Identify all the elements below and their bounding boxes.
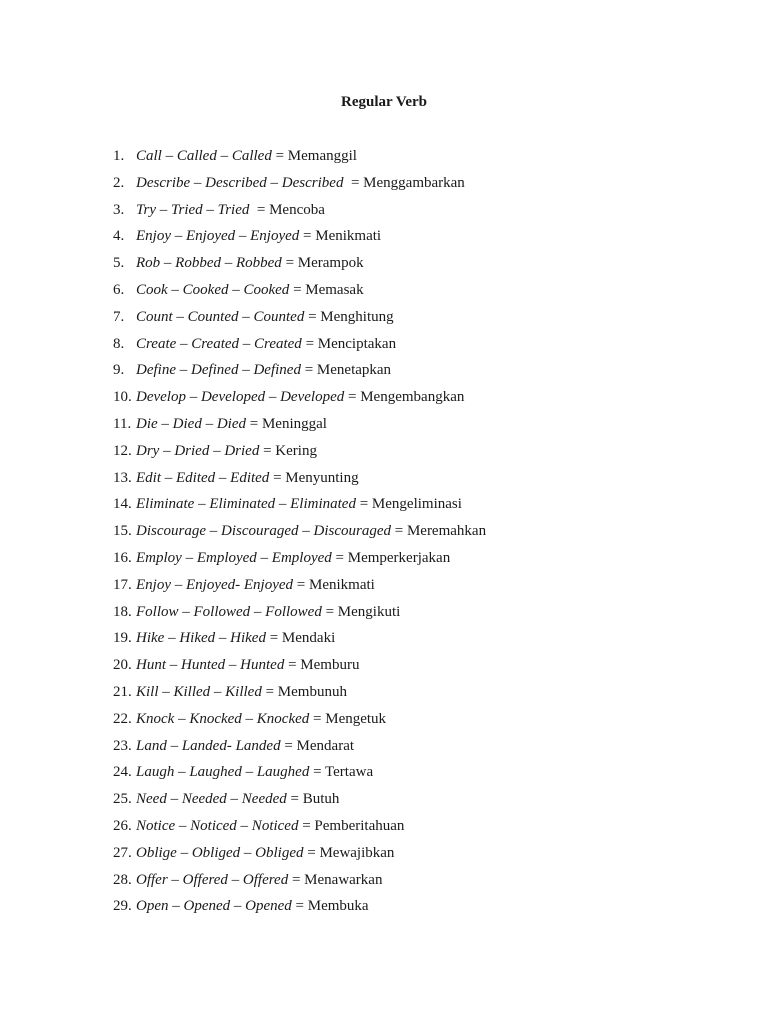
list-item [0,253,768,280]
verb-forms: Rob – Robbed – Robbed [136,255,282,272]
list-item-number: 5. [113,255,125,272]
verb-forms: Follow – Followed – Followed [136,603,322,620]
list-item-number: 8. [113,335,125,352]
verb-forms: Describe – Described – Described [136,174,344,191]
list-item-number: 29. [113,898,132,915]
list-item-text [136,253,364,273]
list-item [0,870,768,897]
list-item-text [136,602,400,622]
verb-forms: Notice – Noticed – Noticed [136,817,299,834]
verb-forms: Enjoy – Enjoyed- Enjoyed [136,576,294,593]
document-title: Regular Verb [341,94,427,110]
list-item-text [136,736,354,756]
list-item-text [136,414,327,434]
list-item-number: 6. [113,281,125,298]
verb-forms: Need – Needed – Needed [136,791,287,808]
verb-list [0,146,768,923]
verb-meaning: = Menetapkan [300,362,392,379]
list-item-number: 17. [113,576,132,593]
verb-forms: Knock – Knocked – Knocked [136,710,310,727]
list-item-text [136,494,462,514]
list-item-text [136,200,325,220]
verb-meaning: = Mencoba [249,201,325,218]
verb-forms: Call – Called – Called [136,148,272,164]
verb-forms: Die – Died – Died [136,415,246,432]
list-item-text [136,682,347,702]
verb-forms: Discourage – Discouraged – Discouraged [136,523,391,540]
list-item-text [136,548,450,568]
list-item-number: 15. [113,523,132,540]
list-item-text [136,307,394,327]
list-item-number: 27. [113,844,132,861]
list-item-text [136,655,359,675]
verb-meaning: = Mengeliminasi [355,496,462,513]
verb-forms: Eliminate – Eliminated – Eliminated [136,496,356,513]
list-item-number: 14. [113,496,132,513]
list-item-number: 10. [113,389,132,406]
list-item-number: 12. [113,442,132,459]
list-item-text [136,146,357,166]
verb-forms: Count – Counted – Counted [136,308,305,325]
list-item-number: 1. [113,148,125,164]
list-item-number: 25. [113,791,132,808]
list-item [0,736,768,763]
verb-forms: Develop – Developed – Developed [136,389,345,406]
list-item-text [136,280,364,300]
list-item [0,762,768,789]
verb-meaning: = Menciptakan [301,335,397,352]
verb-forms: Edit – Edited – Edited [136,469,270,486]
verb-forms: Offer – Offered – Offered [136,871,289,888]
list-item-number: 16. [113,549,132,566]
list-item-text [136,762,373,782]
verb-meaning: = Memanggil [271,148,357,164]
verb-meaning: = Menghitung [304,308,394,325]
list-item [0,280,768,307]
verb-meaning: = Mendarat [280,737,355,754]
list-item-text [136,226,381,246]
list-item [0,334,768,361]
list-item [0,548,768,575]
list-item-number: 11. [113,415,132,432]
verb-forms: Cook – Cooked – Cooked [136,281,290,298]
verb-meaning: = Pemberitahuan [298,817,405,834]
list-item-text [136,468,359,488]
list-item [0,575,768,602]
list-item-text [136,709,386,729]
list-item-number: 28. [113,871,132,888]
list-item-text [136,575,375,595]
list-item [0,789,768,816]
verb-meaning: = Tertawa [309,764,374,781]
verb-meaning: = Mewajibkan [303,844,395,861]
verb-meaning: = Meninggal [245,415,327,432]
list-item-number: 18. [113,603,132,620]
list-item-text [136,360,391,380]
verb-meaning: = Memasak [289,281,364,298]
list-item-text [136,789,339,809]
list-item [0,521,768,548]
verb-meaning: = Menggambarkan [343,174,465,191]
verb-meaning: = Mengembangkan [344,389,465,406]
verb-forms: Land – Landed- Landed [136,737,281,754]
list-item-number: 9. [113,362,125,379]
list-item-text [136,843,394,863]
verb-meaning: = Meremahkan [390,523,487,540]
verb-meaning: = Memperkerjakan [331,549,451,566]
list-item-number: 22. [113,710,132,727]
list-item-number: 19. [113,630,132,647]
list-item-number: 3. [113,201,125,218]
list-item-text [136,173,465,193]
list-item [0,709,768,736]
verb-forms: Kill – Killed – Killed [136,683,262,700]
list-item-number: 26. [113,817,132,834]
list-item [0,173,768,200]
list-item-text [136,870,382,890]
list-item [0,843,768,870]
list-item [0,441,768,468]
list-item-number: 21. [113,683,132,700]
list-item [0,360,768,387]
list-item-text [136,896,369,916]
list-item-number: 23. [113,737,132,754]
verb-forms: Define – Defined – Defined [136,362,301,379]
verb-meaning: = Mengikuti [321,603,401,620]
verb-meaning: = Kering [259,442,317,459]
verb-meaning: = Membunuh [261,683,347,700]
verb-meaning: = Membuka [291,898,369,915]
list-item [0,494,768,521]
verb-forms: Laugh – Laughed – Laughed [136,764,310,781]
verb-meaning: = Mendaki [265,630,336,647]
verb-meaning: = Menyunting [269,469,359,486]
verb-meaning: = Mengetuk [309,710,387,727]
verb-forms: Oblige – Obliged – Obliged [136,844,304,861]
list-item [0,146,768,173]
list-item-number: 4. [113,228,125,245]
list-item-text [136,387,464,407]
list-item-text [136,441,317,461]
verb-forms: Open – Opened – Opened [136,898,292,915]
verb-forms: Enjoy – Enjoyed – Enjoyed [136,228,300,245]
list-item-number: 7. [113,308,125,325]
verb-meaning: = Merampok [281,255,364,272]
verb-forms: Try – Tried – Tried [136,201,250,218]
list-item [0,682,768,709]
verb-forms: Create – Created – Created [136,335,302,352]
list-item [0,200,768,227]
list-item-text [136,521,486,541]
list-item [0,628,768,655]
verb-forms: Hike – Hiked – Hiked [136,630,266,647]
list-item [0,816,768,843]
verb-meaning: = Butuh [286,791,340,808]
list-item [0,602,768,629]
list-item [0,226,768,253]
verb-forms: Employ – Employed – Employed [136,549,332,566]
list-item-text [136,816,404,836]
list-item [0,387,768,414]
list-item-number: 24. [113,764,132,781]
verb-meaning: = Menawarkan [288,871,383,888]
verb-meaning: = Menikmati [299,228,382,245]
list-item-number: 20. [113,657,132,674]
verb-meaning: = Memburu [284,657,360,674]
verb-forms: Hunt – Hunted – Hunted [136,657,285,674]
list-item-number: 2. [113,174,125,191]
verb-forms: Dry – Dried – Dried [136,442,260,459]
list-item [0,896,768,923]
list-item [0,414,768,441]
list-item-number: 13. [113,469,132,486]
list-item [0,307,768,334]
list-item [0,655,768,682]
list-item-text [136,628,335,648]
list-item-text [136,334,396,354]
list-item [0,468,768,495]
verb-meaning: = Menikmati [293,576,375,593]
